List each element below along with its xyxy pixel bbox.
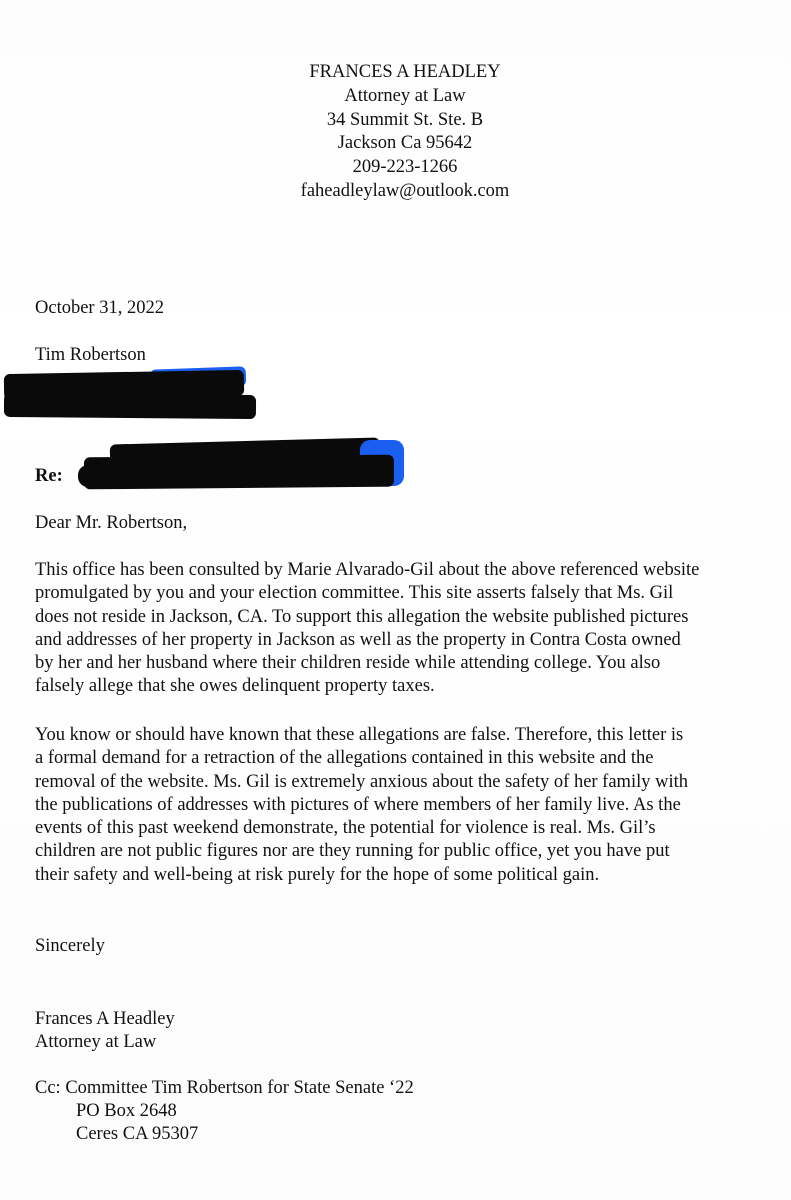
signature-title: Attorney at Law	[35, 1032, 157, 1052]
body-paragraph	[35, 724, 780, 887]
paragraph-line: This office has been consulted by Marie Alvarado-Gil about the above referenced website	[35, 560, 700, 580]
attorney-name: FRANCES A HEADLEY	[309, 62, 501, 82]
signature-block	[35, 1008, 175, 1054]
office-email: faheadleylaw@outlook.com	[300, 180, 510, 201]
paragraph-line: a formal demand for a retraction of the allegations contained in this website and the	[35, 748, 654, 769]
office-address-street: 34 Summit St. Ste. B	[326, 109, 484, 130]
paragraph-line: You know or should have known that these allegations are false. Therefore, this letter is	[35, 725, 684, 745]
letter-date: October 31, 2022	[35, 298, 164, 318]
signature-name: Frances A Headley	[35, 1009, 175, 1029]
paragraph-line: children are not public figures nor are they running for public office, yet you have put	[35, 841, 670, 862]
paragraph-line: removal of the website. Ms. Gil is extremely anxious about the safety of her family with	[35, 771, 688, 792]
paragraph-line: falsely allege that she owes delinquent property taxes.	[35, 676, 435, 697]
paragraph-line: and addresses of her property in Jackson as well as the property in Contra Costa owned	[35, 629, 681, 650]
paragraph-line: does not reside in Jackson, CA. To support this allegation the website published pictures	[35, 606, 689, 627]
cc-address-city: Ceres CA 95307	[76, 1124, 199, 1144]
office-phone: 209-223-1266	[352, 157, 458, 178]
paragraph-line: events of this past weekend demonstrate, the potential for violence is real. Ms. Gil’s	[35, 818, 656, 839]
cc-recipient: Cc: Committee Tim Robertson for State Senate ‘22	[35, 1078, 414, 1098]
body-paragraph	[35, 559, 780, 699]
attorney-title: Attorney at Law	[344, 85, 466, 106]
paragraph-line: by her and her husband where their children reside while attending college. You also	[35, 653, 661, 674]
closing: Sincerely	[35, 936, 105, 956]
office-address-city: Jackson Ca 95642	[337, 133, 473, 154]
letterhead	[0, 61, 791, 204]
recipient-name: Tim Robertson	[35, 345, 146, 365]
re-label: Re:	[35, 466, 63, 486]
paragraph-line: their safety and well-being at risk purely for the hope of some political gain.	[35, 864, 600, 885]
cc-block	[35, 1077, 414, 1146]
paragraph-line: the publications of addresses with pictures of where members of her family live. As the	[35, 794, 681, 815]
recipient-address-redaction	[30, 384, 230, 414]
subject-redaction	[78, 465, 138, 487]
paragraph-line: promulgated by you and your election committee. This site asserts falsely that Ms. Gil	[35, 583, 674, 604]
cc-address-po-box: PO Box 2648	[76, 1101, 177, 1121]
salutation: Dear Mr. Robertson,	[35, 513, 188, 533]
